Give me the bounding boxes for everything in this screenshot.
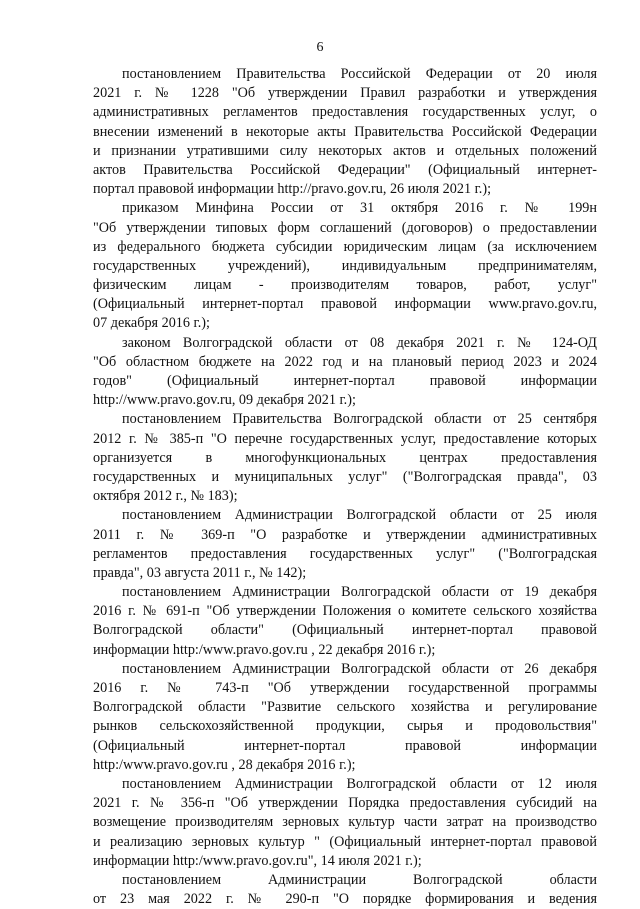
paragraph [93,410,597,506]
text-line: 2011 г. № 369-п "О разработке и утверждении административных [93,526,597,543]
text-line: внесении изменений в некоторые акты Правительства Российской Федерации [93,123,597,140]
paragraph [93,506,597,583]
text-line: 2021 г. № 356-п "Об утверждении Порядка предоставления субсидий на [93,795,597,812]
text-line: постановлением Правительства Волгоградской области от 25 сентября [122,411,597,428]
text-line: Волгоградской области "Развитие сельского хозяйства и регулирование [93,699,597,716]
text-line: государственных учреждений), индивидуальным предпринимателям, [93,257,597,274]
text-line: http:/www.pravo.gov.ru , 28 декабря 2016 г.); [93,756,356,773]
paragraph [93,871,597,909]
text-line: "Об утверждении типовых форм соглашений (договоров) о предоставлении [93,219,597,236]
text-line: http://www.pravo.gov.ru, 09 декабря 2021 г.); [93,392,356,409]
text-line: годов" (Официальный интернет-портал правовой информации [93,373,597,389]
text-line: и реализацию зерновых культур " (Официальный интернет-портал правовой [93,833,597,850]
text-line: возмещение производителям зерновых культур части затрат на производство [93,814,597,831]
document-body [93,65,597,909]
text-line: информации http:/www.pravo.gov.ru", 14 июля 2021 г.); [93,852,422,869]
text-line: законом Волгоградской области от 08 декабря 2021 г. № 124-ОД [122,334,597,351]
text-line: Волгоградской области" (Официальный интернет-портал правовой [93,622,597,639]
text-line: октября 2012 г., № 183); [93,488,238,505]
text-line: постановлением Администрации Волгоградской области от 19 декабря [122,584,597,601]
text-line: рынков сельскохозяйственной продукции, сырья и продовольствия" [93,718,597,735]
text-line: 2016 г. № 743-п "Об утверждении государственной программы [93,680,597,696]
paragraph [93,660,597,775]
text-line: постановлением Администрации Волгоградской области [122,871,597,888]
text-line: (Официальный интернет-портал правовой информации www.pravo.gov.ru, [93,296,597,313]
text-line: организуется в многофункциональных центрах предоставления [93,449,597,466]
text-line: информации http:/www.pravo.gov.ru , 22 декабря 2016 г.); [93,641,436,658]
text-line: 2012 г. № 385-п "О перечне государственных услуг, предоставление которых [93,430,597,447]
text-line: административных регламентов предоставления государственных услуг, о [93,104,597,121]
text-line: "Об областном бюджете на 2022 год и на плановый период 2023 и 2024 [93,353,597,370]
text-line: постановлением Администрации Волгоградской области от 12 июля [122,775,597,792]
text-line: государственных и муниципальных услуг" ("Волгоградская правда", 03 [93,468,597,485]
page-number: 6 [316,40,324,55]
text-line: приказом Минфина России от 31 октября 2016 г. № 199н [122,200,597,217]
text-line: от 23 мая 2022 г. № 290-п "О порядке формирования и ведения [93,891,597,908]
text-line: постановлением Правительства Российской Федерации от 20 июля [122,66,597,82]
text-line: постановлением Администрации Волгоградской области от 25 июля [122,507,597,524]
text-line: регламентов предоставления государственных услуг" ("Волгоградская [93,545,597,562]
text-line: из федерального бюджета субсидии юридическим лицам (за исключением [93,238,597,255]
text-line: физическим лицам - производителям товаров, работ, услуг" [93,277,597,294]
text-line: 2016 г. № 691-п "Об утверждении Положения о комитете сельского хозяйства [93,603,597,620]
paragraph [93,65,597,199]
paragraph [93,583,597,660]
paragraph [93,199,597,333]
text-line: актов Правительства Российской Федерации" (Официальный интернет- [93,161,597,178]
text-line: (Официальный интернет-портал правовой информации [93,737,597,754]
text-line: правда", 03 августа 2011 г., № 142); [93,564,307,581]
paragraph [93,775,597,871]
text-line: 07 декабря 2016 г.); [93,315,210,332]
paragraph [93,334,597,411]
text-line: постановлением Администрации Волгоградской области от 26 декабря [122,660,597,677]
text-line: 2021 г. № 1228 "Об утверждении Правил разработки и утверждения [93,85,597,102]
text-line: портал правовой информации http://pravo.gov.ru, 26 июля 2021 г.); [93,181,492,198]
text-line: и признании утратившими силу некоторых актов и отдельных положений [93,142,597,159]
